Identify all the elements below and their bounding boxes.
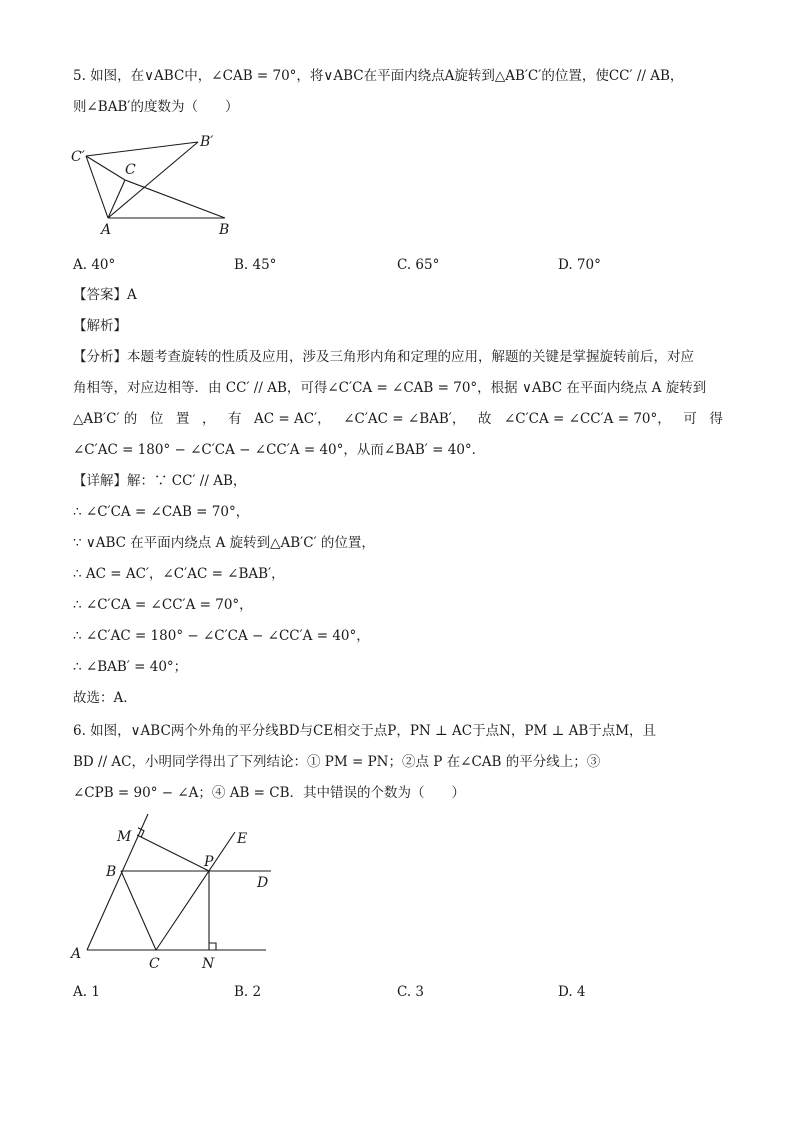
q6-label-E: E bbox=[237, 831, 248, 847]
q6-label-C: C bbox=[149, 956, 160, 972]
q5-stem-line-1: 5. 如图，在∨ABC中，∠CAB = 70°，将∨ABC在平面内绕点A旋转到△AB′C′的位置，使CC′ // AB， bbox=[73, 68, 684, 84]
q6-stem-line-3: ∠CPB = 90° − ∠A；④ AB = CB．其中错误的个数为（ ） bbox=[73, 785, 466, 801]
q5-option-a: A. 40° bbox=[73, 257, 116, 273]
q5-analysis-3-part: ， bbox=[201, 411, 216, 427]
q6-stem-line-2: BD // AC，小明同学得出了下列结论：① PM = PN；②点 P 在∠CAB 的平分线上；③ bbox=[73, 754, 601, 770]
q6-label-A: A bbox=[71, 946, 82, 962]
q5-analysis-3-part: △AB′C′ 的 bbox=[73, 411, 138, 427]
q5-option-d: D. 70° bbox=[558, 257, 601, 273]
q6-label-M: M bbox=[117, 829, 132, 845]
q5-detail-line-3: ∵ ∨ABC 在平面内绕点 A 旋转到△AB′C′ 的位置， bbox=[73, 535, 375, 551]
q6-line-CE bbox=[156, 832, 235, 950]
q5-label-C-prime: C′ bbox=[71, 149, 85, 165]
q6-label-P: P bbox=[204, 854, 214, 870]
q5-option-b: B. 45° bbox=[234, 257, 277, 273]
q5-segment-AC-prime bbox=[86, 156, 108, 218]
q5-segment-AC bbox=[108, 180, 125, 218]
q5-detail-line-1: 【详解】解：∵ CC′ // AB， bbox=[73, 473, 247, 489]
q5-label-B-prime: B′ bbox=[200, 134, 214, 150]
q6-option-b: B. 2 bbox=[234, 984, 262, 1000]
q5-analysis-3-part: ∠C′AC = ∠BAB′， bbox=[343, 411, 466, 427]
q5-analysis-3-part: 故 bbox=[477, 411, 492, 427]
q6-segment-PM bbox=[137, 835, 209, 871]
q5-analysis-3-part: 位 bbox=[149, 411, 164, 427]
q6-option-c: C. 3 bbox=[397, 984, 425, 1000]
q5-analysis-3-part: 有 bbox=[228, 411, 242, 427]
q5-analysis-3-part: ∠C′CA = ∠CC′A = 70°， bbox=[503, 411, 671, 427]
q6-stem-line-1: 6. 如图，∨ABC两个外角的平分线BD与CE相交于点P，PN ⊥ AC于点N，PM ⊥ AB于点M，且 bbox=[73, 723, 657, 739]
q6-label-N: N bbox=[202, 956, 215, 972]
q5-analysis-3-part: 置 bbox=[175, 411, 190, 427]
q5-detail-line-4: ∴ AC = AC′，∠C′AC = ∠BAB′， bbox=[73, 566, 285, 582]
q6-figure bbox=[65, 808, 285, 978]
q5-label-A: A bbox=[101, 222, 112, 238]
q5-label-C: C bbox=[125, 162, 136, 178]
q5-analysis-line-2: 角相等，对应边相等．由 CC′ // AB，可得∠C′CA = ∠CAB = 70°，根据 ∨ABC 在平面内绕点 A 旋转到 bbox=[73, 380, 707, 396]
q5-figure bbox=[65, 128, 255, 240]
q5-detail-line-2: ∴ ∠C′CA = ∠CAB = 70°， bbox=[73, 504, 250, 520]
q5-segment-CB bbox=[125, 180, 225, 218]
q5-label-B: B bbox=[219, 222, 230, 238]
q5-analysis-line-4: ∠C′AC = 180° − ∠C′CA − ∠CC′A = 40°，从而∠BAB′ = 40°． bbox=[73, 442, 486, 458]
q6-option-a: A. 1 bbox=[73, 984, 100, 1000]
q5-analysis-line-1: 【分析】本题考查旋转的性质及应用，涉及三角形内角和定理的应用，解题的关键是掌握旋转前后，对应 bbox=[73, 349, 694, 365]
q5-stem-line-2: 则∠BAB′的度数为（ ） bbox=[73, 99, 239, 115]
q5-detail-line-6: ∴ ∠C′AC = 180° − ∠C′CA − ∠CC′A = 40°， bbox=[73, 628, 370, 644]
q5-detail-line-5: ∴ ∠C′CA = ∠CC′A = 70°， bbox=[73, 597, 253, 613]
q5-analysis-line-3 bbox=[73, 410, 723, 428]
q5-option-c: C. 65° bbox=[397, 257, 440, 273]
q5-detail-line-7: ∴ ∠BAB′ = 40°； bbox=[73, 659, 188, 675]
q5-analysis-3-part: 可 bbox=[683, 411, 697, 427]
q5-segment-C-prime-B-prime bbox=[86, 142, 198, 156]
q5-answer: 【答案】A bbox=[73, 287, 137, 303]
q5-analysis-3-part: 得 bbox=[709, 411, 723, 427]
q6-label-D: D bbox=[257, 875, 269, 891]
q5-analysis-heading: 【解析】 bbox=[73, 318, 127, 334]
q6-segment-BC bbox=[121, 871, 156, 950]
q5-detail-line-8: 故选：A． bbox=[73, 690, 137, 706]
q5-segment-AB-prime bbox=[108, 142, 198, 218]
q6-option-d: D. 4 bbox=[558, 984, 586, 1000]
q6-right-angle-N bbox=[209, 943, 216, 950]
q6-label-B: B bbox=[106, 864, 117, 880]
q5-segment-C-prime-C bbox=[86, 156, 125, 180]
q5-analysis-3-part: AC = AC′， bbox=[254, 411, 331, 427]
